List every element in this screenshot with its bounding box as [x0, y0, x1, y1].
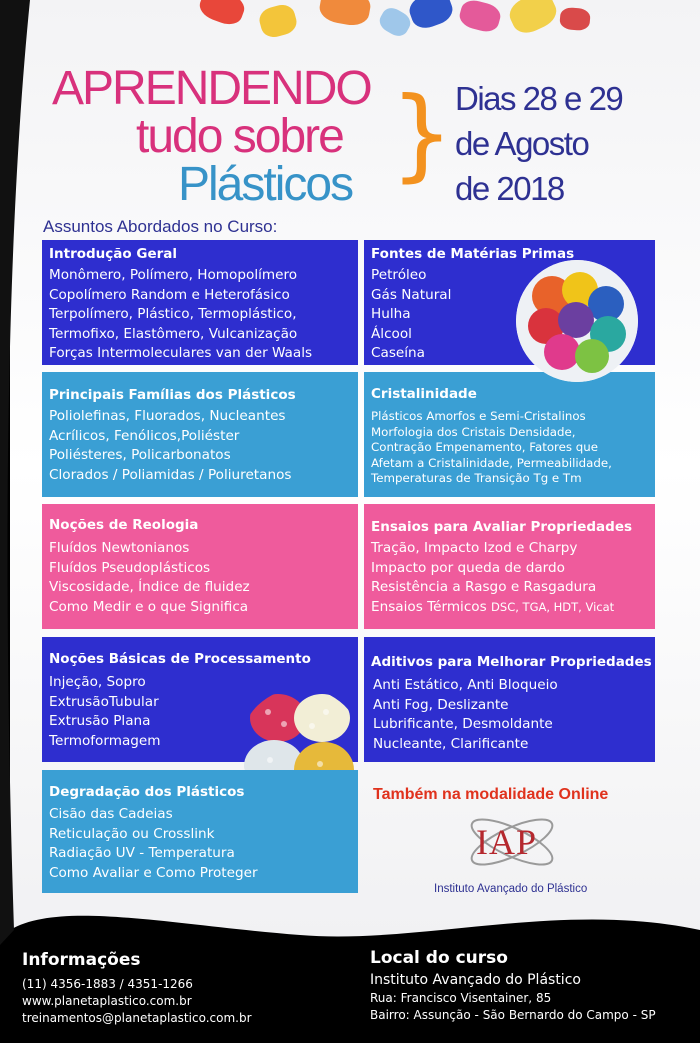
list-item: ExtrusãoTubular — [49, 693, 159, 710]
list-item: Termofixo, Elastômero, Vulcanização — [49, 325, 298, 342]
footer-info — [22, 950, 252, 1027]
box-title: Noções de Reologia — [49, 517, 199, 533]
iap-logo-letters: IAP — [476, 822, 538, 862]
list-item: Terpolímero, Plástico, Termoplástico, — [49, 306, 297, 322]
list-item: Monômero, Polímero, Homopolímero — [49, 267, 298, 283]
box-title: Principais Famílias dos Plásticos — [49, 387, 296, 403]
list-item: Gás Natural — [371, 286, 452, 303]
list-item: Como Avaliar e Como Proteger — [49, 864, 258, 881]
orange-brace: } — [390, 75, 454, 192]
list-item: Clorados / Poliamidas / Poliuretanos — [49, 466, 292, 483]
location-name: Instituto Avançado do Plástico — [370, 972, 581, 988]
website-link[interactable]: www.planetaplastico.com.br — [22, 994, 192, 1008]
title-line-1: APRENDENDO — [52, 62, 371, 115]
list-item: Reticulação ou Crosslink — [49, 825, 215, 842]
list-item: Como Medir e o que Significa — [49, 598, 249, 615]
title-line-2: tudo sobre — [136, 110, 343, 163]
box-nocoes-reologia — [42, 504, 358, 629]
list-item: Fluídos Pseudoplásticos — [49, 559, 211, 576]
list-item: Álcool — [371, 325, 412, 342]
phone-numbers: (11) 4356-1883 / 4351-1266 — [22, 977, 193, 991]
list-item: Acrílicos, Fenólicos,Poliéster — [49, 427, 240, 444]
subjects-heading: Assuntos Abordados no Curso: — [43, 217, 278, 236]
list-item: Lubrificante, Desmoldante — [373, 716, 553, 732]
list-item: Termoformagem — [49, 732, 161, 749]
date-line-1: Dias 28 e 29 — [455, 80, 623, 117]
list-item: Poliolefinas, Fluorados, Nucleantes — [49, 408, 286, 424]
box-title: Aditivos para Melhorar Propriedades — [371, 654, 652, 670]
list-item: Morfologia dos Cristais Densidade, — [371, 424, 576, 439]
list-item: Temperaturas de Transição Tg e Tm — [371, 471, 582, 485]
box-cristalinidade — [364, 372, 655, 497]
email-link[interactable]: treinamentos@planetaplastico.com.br — [22, 1011, 252, 1025]
footer-location — [370, 948, 656, 1024]
list-item: Injeção, Sopro — [49, 674, 146, 690]
list-item: Resistência a Rasgo e Rasgadura — [371, 579, 597, 595]
list-item-main: Ensaios Térmicos — [371, 598, 487, 615]
box-degradacao — [42, 770, 358, 893]
list-item — [371, 598, 655, 618]
list-item: Impacto por queda de dardo — [371, 559, 565, 576]
list-item: Anti Fog, Deslizante — [373, 696, 509, 713]
date-line-3: de 2018 — [455, 170, 564, 207]
list-item: Copolímero Random e Heterofásico — [49, 286, 290, 303]
box-title: Noções Básicas de Processamento — [49, 651, 311, 667]
list-item: Nucleante, Clarificante — [373, 735, 529, 752]
title-line-3: Plásticos — [178, 158, 353, 211]
box-principais-familias — [42, 372, 358, 497]
iap-institute-name: Instituto Avançado do Plástico — [434, 883, 588, 895]
iap-logo — [462, 812, 562, 872]
list-item: Caseína — [371, 345, 425, 361]
plastic-pellets-decoration — [180, 0, 600, 60]
list-item: Fluídos Newtonianos — [49, 540, 190, 556]
list-item: Hulha — [371, 306, 411, 322]
box-ensaios-propriedades — [364, 504, 655, 629]
list-item: Extrusão Plana — [49, 713, 151, 729]
list-item: Contração Empenamento, Fatores que — [371, 440, 599, 454]
box-title: Degradação dos Plásticos — [49, 784, 245, 800]
box-title: Fontes de Matérias Primas — [371, 246, 575, 262]
list-item: Anti Estático, Anti Bloqueio — [373, 677, 558, 693]
online-modality-note: Também na modalidade Online — [373, 786, 609, 803]
pigment-powders-image — [516, 260, 638, 382]
date-line-2: de Agosto — [455, 125, 589, 162]
box-introducao-geral — [42, 240, 358, 365]
info-heading: Informações — [22, 950, 141, 970]
location-district: Bairro: Assunção - São Bernardo do Campo - SP — [370, 1008, 656, 1022]
box-title: Cristalinidade — [371, 386, 477, 402]
list-item-detail: DSC, TGA, HDT, Vicat — [491, 599, 615, 614]
list-item: Forças Intermoleculares van der Waals — [49, 345, 313, 361]
list-item: Afetam a Cristalinidade, Permeabilidade, — [371, 455, 612, 470]
box-aditivos — [364, 637, 655, 762]
list-item: Viscosidade, Índice de fluidez — [49, 579, 250, 595]
box-title: Ensaios para Avaliar Propriedades — [371, 519, 633, 535]
list-item: Plásticos Amorfos e Semi-Cristalinos — [371, 409, 586, 423]
list-item: Cisão das Cadeias — [49, 806, 173, 822]
course-dates — [455, 76, 622, 211]
list-item: Radiação UV - Temperatura — [49, 845, 235, 861]
box-title: Introdução Geral — [49, 246, 178, 262]
list-item: Petróleo — [371, 267, 427, 283]
location-heading: Local do curso — [370, 948, 508, 968]
list-item: Poliésteres, Policarbonatos — [49, 447, 231, 463]
list-item: Tração, Impacto Izod e Charpy — [371, 540, 578, 556]
location-street: Rua: Francisco Visentainer, 85 — [370, 991, 552, 1005]
